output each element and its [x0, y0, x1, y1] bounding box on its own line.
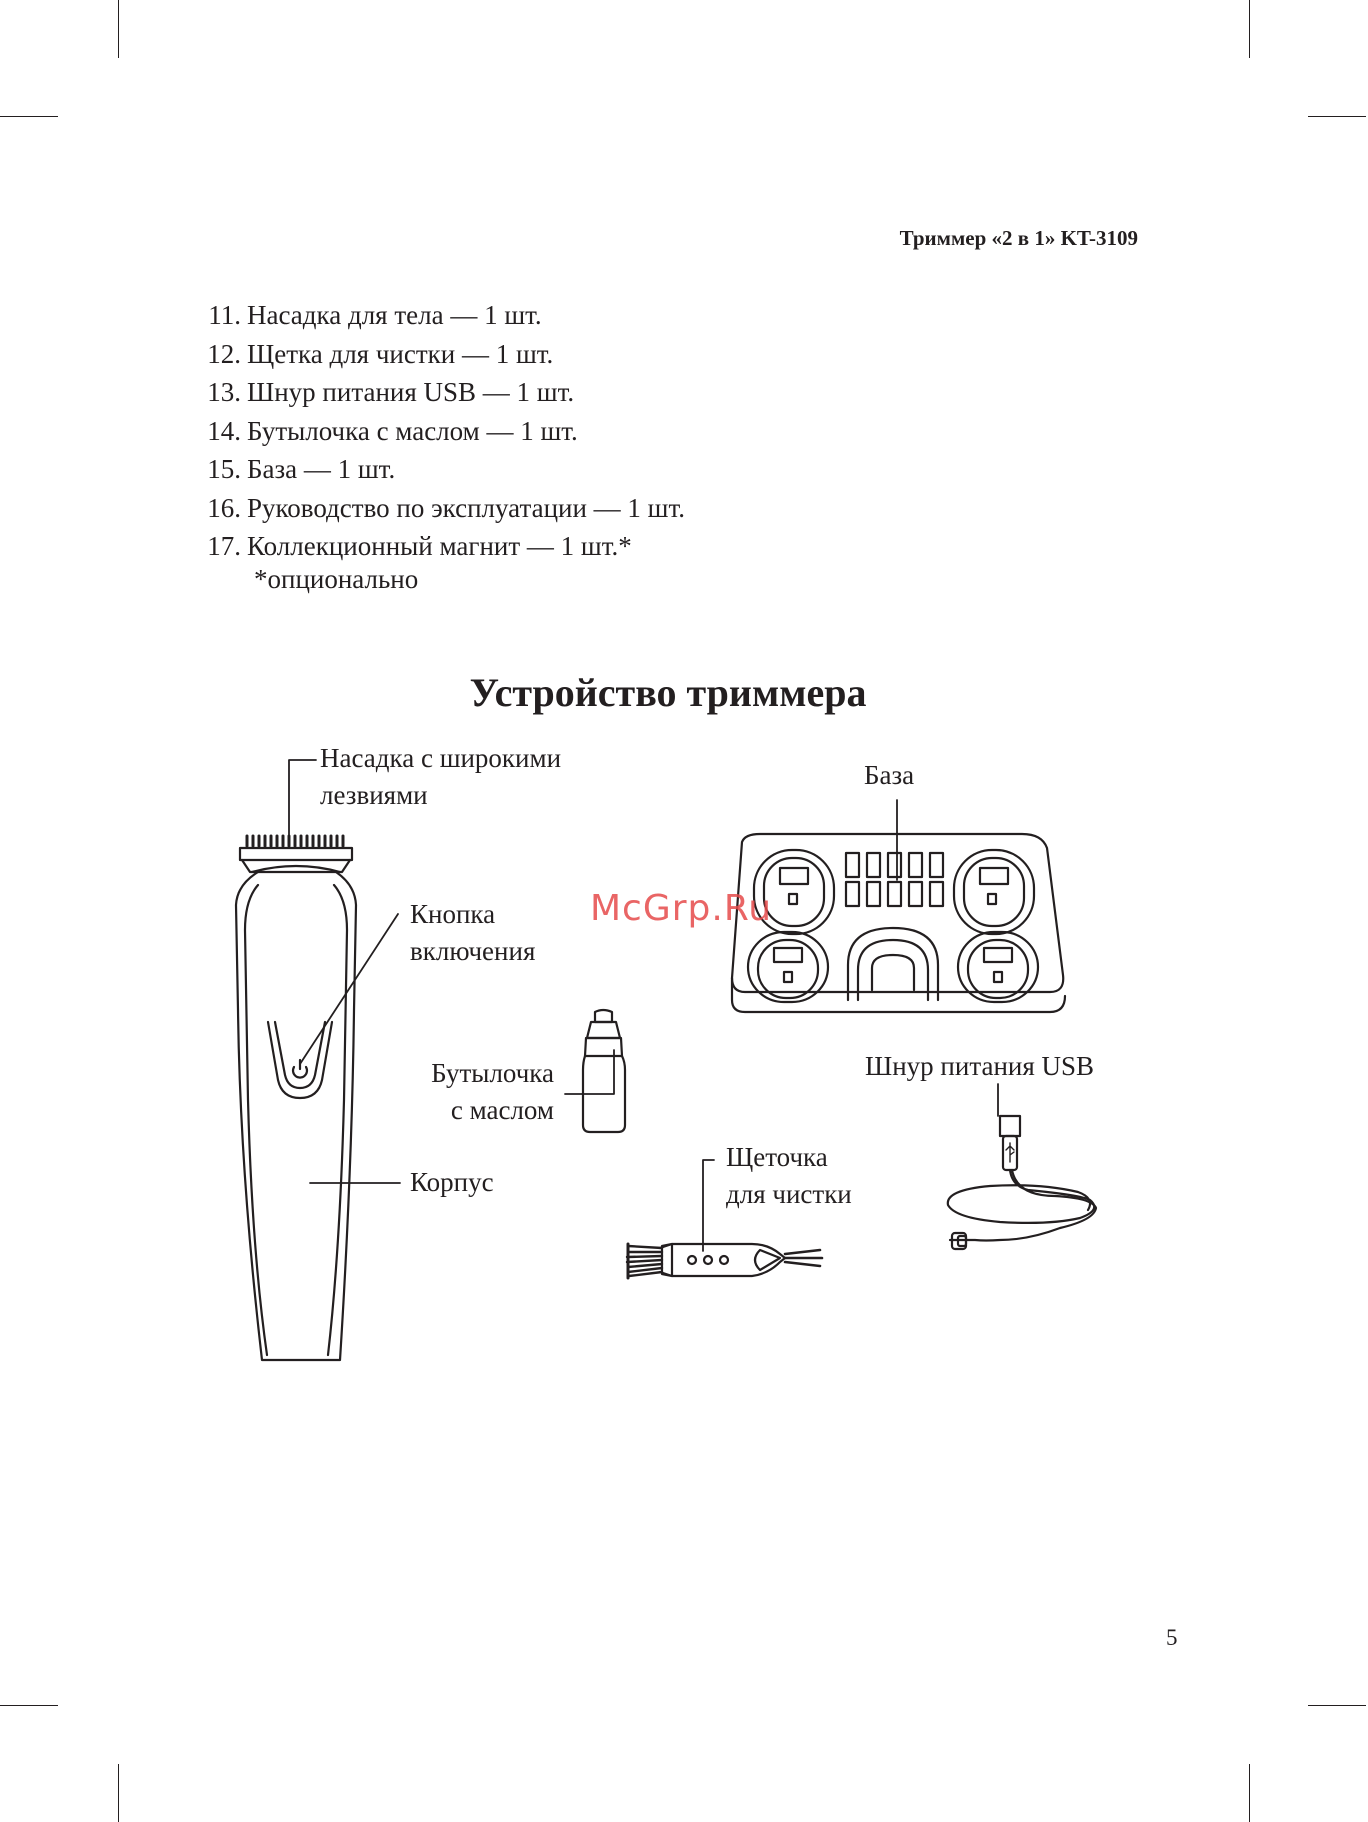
- list-item: 17. Коллекционный магнит — 1 шт.*: [207, 531, 632, 561]
- section-title: Устройство триммера: [469, 670, 867, 715]
- trimmer-illustration: [236, 836, 356, 1360]
- list-item: 15. База — 1 шт.: [207, 454, 396, 484]
- footnote: *опционально: [254, 564, 419, 594]
- list-item: 16. Руководство по эксплуатации — 1 шт.: [207, 492, 685, 523]
- usb-cable-illustration: [948, 1116, 1096, 1249]
- page-number: 5: [1166, 1625, 1178, 1650]
- label-usb-cable: Шнур питания USB: [865, 1051, 1095, 1081]
- brush-illustration: [627, 1244, 822, 1278]
- list-item: 11. Насадка для тела — 1 шт.: [208, 300, 542, 330]
- list-item: 14. Бутылочка с маслом — 1 шт.: [207, 415, 578, 446]
- list-item: 13. Шнур питания USB — 1 шт.: [207, 377, 575, 407]
- label-oil-bottle: Бутылочка с маслом: [431, 1058, 554, 1125]
- base-illustration: [732, 834, 1065, 1012]
- oil-bottle-illustration: [583, 1010, 625, 1132]
- label-brush: Щеточка для чистки: [726, 1142, 852, 1209]
- watermark: McGrp.Ru: [590, 888, 773, 929]
- label-power-button: Кнопка включения: [410, 899, 536, 966]
- label-base: База: [864, 760, 915, 790]
- list-item: 12. Щетка для чистки — 1 шт.: [207, 338, 554, 369]
- label-blade: Насадка с широкими лезвиями: [320, 743, 562, 810]
- label-body: Корпус: [410, 1167, 494, 1197]
- running-header: Триммер «2 в 1» KT-3109: [899, 226, 1138, 250]
